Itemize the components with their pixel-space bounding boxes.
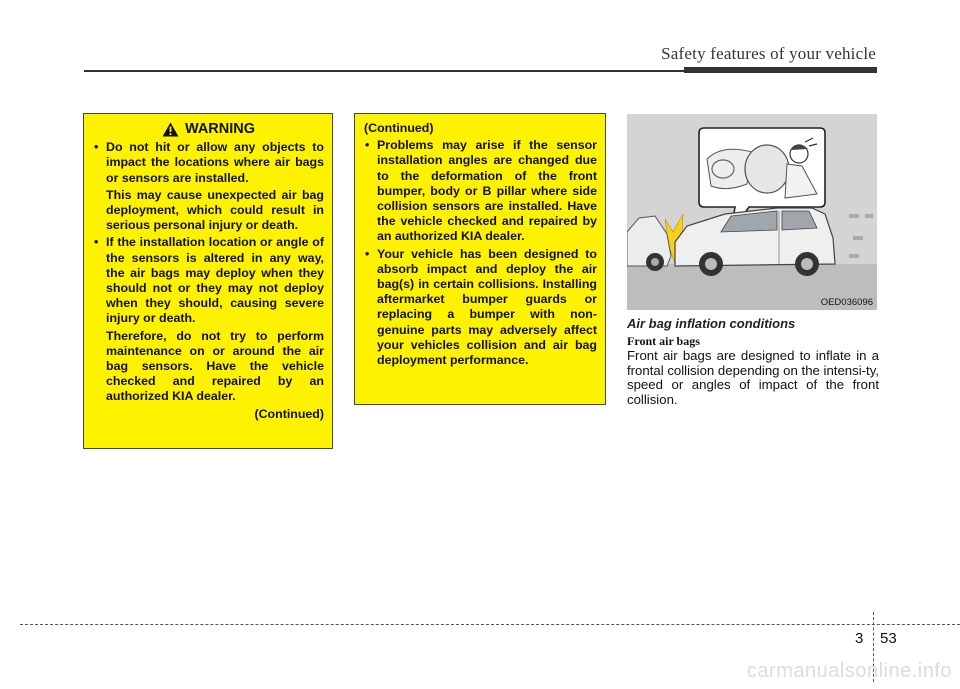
watermark: carmanualsonline.info <box>746 660 952 682</box>
warning-triangle-icon <box>162 122 179 137</box>
continued-heading: (Continued) <box>364 121 434 135</box>
footer-rule <box>20 624 960 625</box>
page-header-title: Safety features of your vehicle <box>661 44 876 63</box>
car-collision-image <box>627 114 877 310</box>
body-paragraph: Front air bags are designed to inflate in a frontal collision depending on the intensi-ty, speed or angles of impact of the front collision. <box>627 348 879 407</box>
header-tab-bar <box>684 67 877 73</box>
collision-illustration <box>627 114 877 310</box>
sub-heading: Front air bags <box>627 334 700 348</box>
page-number: 53 <box>880 630 897 647</box>
section-heading: Air bag inflation conditions <box>627 316 796 331</box>
warning-box <box>83 113 333 449</box>
chapter-number: 3 <box>855 630 864 647</box>
warning-item: • Your vehicle has been designed to absorb impact and deploy the air bag(s) in certain collisions. Installing aftermarket bumper guards or replacing a bumper with non-genuine parts may adversely affect your vehicles collision and air bag deployment performance. <box>364 247 597 369</box>
figure-code: OED036096 <box>820 297 873 308</box>
warning-title: WARNING <box>184 121 256 137</box>
warning-paragraph: This may cause unexpected air bag deployment, which could result in serious personal injury or death. <box>106 187 324 233</box>
warning-heading <box>93 122 324 137</box>
warning-item: • Problems may arise if the sensor installation angles are changed due to the deformation of the front bumper, body or B pillar where side collision sensors are installed. Have the vehicle checked and repaired by an authorized KIA dealer. <box>364 138 597 244</box>
warning-item: • Do not hit or allow any objects to impact the locations where air bags or sensors are installed. <box>93 140 324 186</box>
warning-continued-box <box>354 113 606 405</box>
warning-item: • If the installation location or angle of the sensors is altered in any way, the air bags may deploy when they should not or they may not deploy when they should, causing severe injury or death. <box>93 235 324 326</box>
warning-paragraph: Therefore, do not try to perform maintenance on or around the air bag sensors. Have the vehicle checked and repaired by an authorized KIA dealer. <box>106 328 324 404</box>
continued-label: (Continued) <box>254 406 324 421</box>
